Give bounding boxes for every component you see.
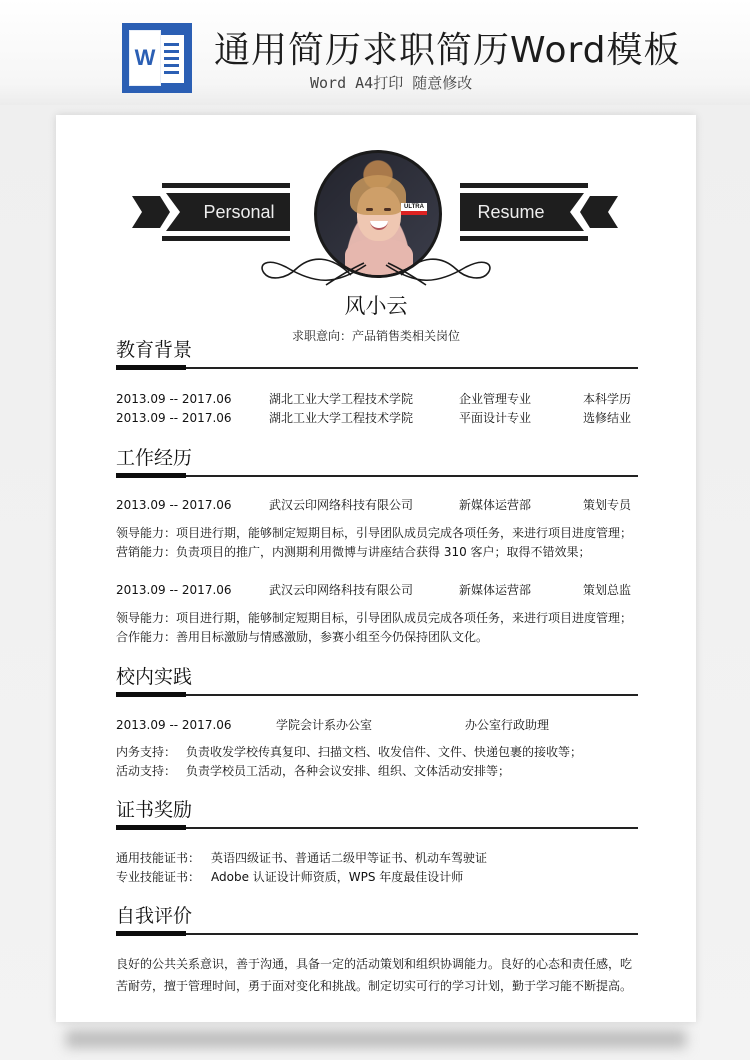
section-self-evaluation: [116, 903, 638, 937]
resume-page: [56, 115, 696, 1022]
organization: 学院会计系办公室: [276, 718, 373, 732]
flourish-ornament-icon: [256, 245, 496, 290]
date-range: 2013.09 -- 2017.06: [116, 498, 232, 512]
section-title: 校内实践: [116, 666, 193, 688]
page-shadow: [66, 1030, 686, 1048]
self-evaluation-text: 良好的公共关系意识，善于沟通，具备一定的活动策划和组织协调能力。良好的心态和责任感，吃苦耐劳，擅于管理时间，勇于面对变化和挑战。制定切实可行的学习计划，勤于学习能不断提高。: [116, 957, 633, 993]
work-detail: 领导能力：项目进行期，能够制定短期目标，引导团队成员完成各项任务，来进行项目进度管理；: [116, 611, 633, 625]
major: 平面设计专业: [459, 411, 532, 425]
major: 企业管理专业: [459, 392, 532, 406]
degree: 本科学历: [583, 392, 632, 406]
education-row: [116, 409, 638, 427]
candidate-name: 风小云: [344, 294, 408, 318]
ribbon-tail-icon: [574, 193, 618, 231]
work-detail: 营销能力：负责项目的推广，内测期利用微博与讲座结合获得 310 客户；取得不错效果；: [116, 545, 591, 559]
item-label: 活动支持：: [116, 764, 177, 778]
item-label: 内务支持：: [116, 745, 177, 759]
item-text: 英语四级证书、普通话二级甲等证书、机动车驾驶证: [211, 851, 488, 865]
job-intent: 求职意向：产品销售类相关岗位: [291, 329, 460, 343]
section-title: 证书奖励: [116, 799, 193, 821]
section-divider: [116, 692, 638, 698]
education-row: [116, 390, 638, 408]
work-row: [116, 581, 638, 599]
word-app-icon: [122, 23, 192, 93]
item-text: 负责收发学校传真复印、扫描文档、收发信件、文件、快递包裹的接收等；: [186, 745, 583, 759]
department: 新媒体运营部: [459, 583, 532, 597]
work-row: [116, 496, 638, 514]
banner-resume: [460, 183, 618, 241]
avatar: ULTRA: [314, 150, 442, 278]
promo-header: [0, 0, 750, 105]
section-divider: [116, 825, 638, 831]
item-text: 负责学校员工活动，各种会议安排、组织、文体活动安排等；: [186, 764, 511, 778]
date-range: 2013.09 -- 2017.06: [116, 583, 232, 597]
date-range: 2013.09 -- 2017.06: [116, 718, 232, 732]
word-letter: W: [130, 31, 160, 85]
work-detail: 合作能力：善用目标激励与情感激励，参赛小组至今仍保持团队文化。: [116, 630, 489, 644]
section-divider: [116, 931, 638, 937]
date-range: 2013.09 -- 2017.06: [116, 411, 232, 425]
section-education: [116, 337, 638, 371]
role: 策划专员: [583, 498, 632, 512]
item-label: 通用技能证书：: [116, 851, 201, 865]
campus-item: [116, 743, 638, 761]
campus-item: [116, 762, 638, 780]
banner-personal: [132, 183, 290, 241]
role: 办公室行政助理: [465, 718, 550, 732]
section-title: 工作经历: [116, 447, 193, 469]
item-text: Adobe 认证设计师资质，WPS 年度最佳设计师: [211, 870, 464, 884]
item-label: 专业技能证书：: [116, 870, 201, 884]
page-title: 通用简历求职简历Word模板: [214, 30, 681, 71]
section-divider: [116, 473, 638, 479]
company: 武汉云印网络科技有限公司: [269, 583, 414, 597]
section-divider: [116, 365, 638, 371]
section-campus: [116, 664, 638, 698]
section-title: 教育背景: [116, 339, 193, 361]
role: 策划总监: [583, 583, 632, 597]
page-subtitle: Word A4打印 随意修改: [310, 74, 473, 92]
section-title: 自我评价: [116, 905, 193, 927]
work-detail: 领导能力：项目进行期，能够制定短期目标，引导团队成员完成各项任务，来进行项目进度管理；: [116, 526, 633, 540]
school: 湖北工业大学工程技术学院: [269, 392, 414, 406]
ribbon-notch-icon: [166, 193, 190, 231]
department: 新媒体运营部: [459, 498, 532, 512]
cert-item: [116, 849, 638, 867]
date-range: 2013.09 -- 2017.06: [116, 392, 232, 406]
campus-row: [116, 716, 638, 734]
section-certificates: [116, 797, 638, 831]
section-work: [116, 445, 638, 479]
banner-resume-label: Resume: [460, 193, 562, 231]
cert-item: [116, 868, 638, 886]
school: 湖北工业大学工程技术学院: [269, 411, 414, 425]
degree: 选修结业: [583, 411, 632, 425]
company: 武汉云印网络科技有限公司: [269, 498, 414, 512]
banner-personal-label: Personal: [188, 193, 290, 231]
